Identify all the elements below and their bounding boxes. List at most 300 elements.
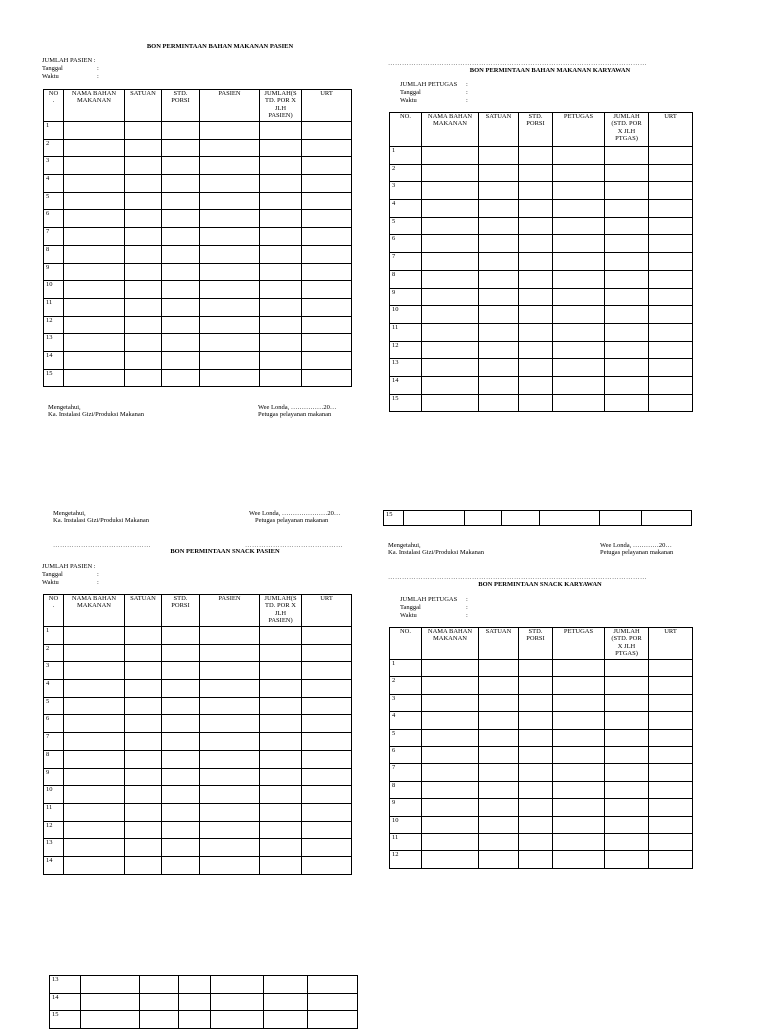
q2-row-number: 14 xyxy=(390,376,422,394)
q3-cell xyxy=(302,715,352,733)
q1-cell xyxy=(162,122,200,140)
q4-cell xyxy=(553,746,605,763)
q4-tanggal-label: Tanggal xyxy=(400,604,421,611)
q3-cell xyxy=(302,697,352,715)
q4-cell xyxy=(479,694,519,711)
q4-cell xyxy=(519,677,553,694)
q1-cell xyxy=(64,157,125,175)
q1-cell xyxy=(162,157,200,175)
q2-cell xyxy=(519,253,553,271)
q1-cell xyxy=(302,175,352,193)
q2-cell xyxy=(553,164,605,182)
q2-header-cell: NO. xyxy=(390,113,422,147)
q4-cell xyxy=(605,660,649,677)
q2-cell xyxy=(553,270,605,288)
q4-waktu-colon: : xyxy=(466,612,468,619)
q1-cell xyxy=(200,245,260,263)
q3-cell xyxy=(260,644,302,662)
q4-cell xyxy=(479,712,519,729)
q1-cell xyxy=(260,228,302,246)
q2-cell xyxy=(422,288,479,306)
q3-cell xyxy=(64,733,125,751)
q4-cell xyxy=(479,851,519,868)
q2-cell xyxy=(422,235,479,253)
q5-table xyxy=(49,975,358,1029)
q4-row15-no: 15 xyxy=(384,511,404,526)
q4-cell xyxy=(519,799,553,816)
q3-cell xyxy=(260,750,302,768)
q3-cell xyxy=(200,733,260,751)
q1-cell xyxy=(162,334,200,352)
q2-row-number: 12 xyxy=(390,341,422,359)
q4-cell xyxy=(422,816,479,833)
q5-cell xyxy=(211,1011,264,1029)
q3-cell xyxy=(200,821,260,839)
q3-cell xyxy=(125,697,162,715)
q4-cell xyxy=(479,729,519,746)
q3-cell xyxy=(125,662,162,680)
q3-cell xyxy=(200,750,260,768)
q3-cell xyxy=(260,715,302,733)
q3-cell xyxy=(162,786,200,804)
q3-cell xyxy=(64,627,125,645)
table-row xyxy=(390,270,693,288)
q2-cell xyxy=(649,359,693,377)
q4-cell xyxy=(649,781,693,798)
q5-cell xyxy=(308,976,358,994)
q4-cell xyxy=(519,660,553,677)
q1-cell xyxy=(125,228,162,246)
table-row xyxy=(44,627,352,645)
q3-cell xyxy=(302,680,352,698)
q2-cell xyxy=(553,253,605,271)
q1-cell xyxy=(302,369,352,387)
table-row xyxy=(44,210,352,228)
q3-row-number: 7 xyxy=(44,733,64,751)
q3-cell xyxy=(162,697,200,715)
q4-header-cell: NAMA BAHAN MAKANAN xyxy=(422,628,479,660)
table-row xyxy=(44,263,352,281)
q1-cell xyxy=(125,192,162,210)
q2-cell xyxy=(605,306,649,324)
q4-cell xyxy=(479,677,519,694)
table-row xyxy=(44,281,352,299)
table-row xyxy=(390,746,693,763)
q1-cell xyxy=(162,263,200,281)
q2-cell xyxy=(649,217,693,235)
q1-header-cell: PASIEN xyxy=(200,90,260,122)
q2-cell xyxy=(422,200,479,218)
q2-row-number: 6 xyxy=(390,235,422,253)
q3-row-number: 2 xyxy=(44,644,64,662)
q2-cell xyxy=(479,235,519,253)
q1-cell xyxy=(64,281,125,299)
q4-cell xyxy=(553,851,605,868)
q3-cell xyxy=(302,856,352,874)
q2-cell xyxy=(605,288,649,306)
table-row xyxy=(390,833,693,850)
table-row xyxy=(390,729,693,746)
q4-cell xyxy=(649,694,693,711)
q1-cell xyxy=(302,245,352,263)
q3-cell xyxy=(200,856,260,874)
q4-cell xyxy=(519,833,553,850)
q1-cell xyxy=(200,369,260,387)
q3-cell xyxy=(302,768,352,786)
q3-row-number: 9 xyxy=(44,768,64,786)
table-row xyxy=(390,677,693,694)
q2-cell xyxy=(649,323,693,341)
q3-cell xyxy=(162,839,200,857)
table-row xyxy=(390,306,693,324)
q4-cell xyxy=(649,799,693,816)
q3-cell xyxy=(200,715,260,733)
q3-cell xyxy=(64,856,125,874)
q4-cell xyxy=(422,694,479,711)
q3-cell xyxy=(64,644,125,662)
q2-cell xyxy=(479,376,519,394)
q1-cell xyxy=(125,298,162,316)
q1-jumlah-label: JUMLAH PASIEN : xyxy=(42,57,96,64)
q3-cell xyxy=(302,644,352,662)
q3-cell xyxy=(64,786,125,804)
q1-cell xyxy=(200,192,260,210)
q4-cell xyxy=(649,660,693,677)
q3-tanggal-label: Tanggal xyxy=(42,571,63,578)
q4-row-number: 12 xyxy=(390,851,422,868)
q5-cell xyxy=(264,1011,308,1029)
q5-cell xyxy=(81,993,140,1011)
q2-waktu-label: Waktu xyxy=(400,97,417,104)
q3-cell xyxy=(125,839,162,857)
q3-cell xyxy=(302,627,352,645)
q1-cell xyxy=(260,157,302,175)
q2-cell xyxy=(479,394,519,412)
q3-cell xyxy=(200,768,260,786)
table-row xyxy=(44,839,352,857)
q2-cell xyxy=(605,376,649,394)
q1-waktu-colon: : xyxy=(97,73,99,80)
q1-row-number: 13 xyxy=(44,334,64,352)
q1-cell xyxy=(162,281,200,299)
table-row xyxy=(390,288,693,306)
q3-cell xyxy=(162,856,200,874)
q1-cell xyxy=(125,245,162,263)
q4-cell xyxy=(649,816,693,833)
q1-title: BON PERMINTAAN BAHAN MAKANAN PASIEN xyxy=(146,43,294,50)
q1-cell xyxy=(302,316,352,334)
q1-cell xyxy=(260,316,302,334)
q2-cell xyxy=(422,376,479,394)
q3-row-number: 4 xyxy=(44,680,64,698)
q4-cell xyxy=(649,712,693,729)
q4-cell xyxy=(553,781,605,798)
q1-cell xyxy=(200,210,260,228)
q1-cell xyxy=(64,263,125,281)
q4-cell xyxy=(553,677,605,694)
q4-header-cell: PETUGAS xyxy=(553,628,605,660)
q1-cell xyxy=(162,228,200,246)
q2-cell xyxy=(649,182,693,200)
q1-cell xyxy=(200,175,260,193)
q3-dotted-right: …………………………………… xyxy=(245,542,343,549)
q4-cell xyxy=(553,694,605,711)
q3-cell xyxy=(125,680,162,698)
q4-cell xyxy=(422,746,479,763)
q2-cell xyxy=(553,394,605,412)
q4-cell xyxy=(605,799,649,816)
q4-jumlah-colon: : xyxy=(466,596,468,603)
q1-cell xyxy=(302,298,352,316)
q2-cell xyxy=(519,288,553,306)
q1-cell xyxy=(64,351,125,369)
q3-cell xyxy=(64,680,125,698)
q3-row-number: 10 xyxy=(44,786,64,804)
q3-sig-right-1: Wee Londa, …………………20… xyxy=(249,510,341,517)
table-row xyxy=(390,253,693,271)
q4-row-number: 2 xyxy=(390,677,422,694)
q2-row-number: 7 xyxy=(390,253,422,271)
q1-cell xyxy=(260,175,302,193)
q2-header-cell: URT xyxy=(649,113,693,147)
q4-cell xyxy=(605,694,649,711)
q1-cell xyxy=(125,351,162,369)
q4-cell xyxy=(605,851,649,868)
table-row xyxy=(390,182,693,200)
q4-sig-right-2: Petugas pelayanan makanan xyxy=(600,549,674,556)
q2-cell xyxy=(605,341,649,359)
q1-cell xyxy=(125,281,162,299)
q2-cell xyxy=(422,359,479,377)
q4-cell xyxy=(479,660,519,677)
q3-cell xyxy=(162,680,200,698)
q4-row-number: 9 xyxy=(390,799,422,816)
q5-cell xyxy=(81,976,140,994)
q2-cell xyxy=(422,147,479,165)
q3-cell xyxy=(64,697,125,715)
q2-cell xyxy=(553,235,605,253)
q4-cell xyxy=(649,833,693,850)
q2-cell xyxy=(605,200,649,218)
table-row xyxy=(390,660,693,677)
q3-cell xyxy=(125,627,162,645)
q2-header-cell: JUMLAH (STD. POR X JLH PTGAS) xyxy=(605,113,649,147)
table-row xyxy=(44,369,352,387)
q1-cell xyxy=(64,334,125,352)
table-row xyxy=(390,164,693,182)
q5-row-number: 13 xyxy=(50,976,81,994)
q2-tanggal-colon: : xyxy=(466,89,468,96)
q3-cell xyxy=(125,856,162,874)
q1-cell xyxy=(162,298,200,316)
q5-cell xyxy=(211,993,264,1011)
q3-cell xyxy=(64,768,125,786)
q4-cell xyxy=(553,729,605,746)
q1-cell xyxy=(162,351,200,369)
q3-cell xyxy=(200,644,260,662)
table-row xyxy=(390,799,693,816)
q1-cell xyxy=(200,263,260,281)
q4-cell xyxy=(649,677,693,694)
q4-cell xyxy=(553,833,605,850)
q1-cell xyxy=(260,139,302,157)
q1-cell xyxy=(162,316,200,334)
q1-row-number: 14 xyxy=(44,351,64,369)
q4-cell xyxy=(605,677,649,694)
q4-row-number: 3 xyxy=(390,694,422,711)
q2-row-number: 10 xyxy=(390,306,422,324)
q2-waktu-colon: : xyxy=(466,97,468,104)
table-row xyxy=(390,323,693,341)
q4-cell xyxy=(519,729,553,746)
q1-header-cell: STD. PORSI xyxy=(162,90,200,122)
q1-cell xyxy=(125,157,162,175)
q1-cell xyxy=(125,210,162,228)
q4-cell xyxy=(479,816,519,833)
q1-cell xyxy=(302,334,352,352)
q3-cell xyxy=(302,839,352,857)
q3-cell xyxy=(125,733,162,751)
q2-tanggal-label: Tanggal xyxy=(400,89,421,96)
q1-cell xyxy=(162,192,200,210)
q4-cell xyxy=(422,799,479,816)
q3-cell xyxy=(200,803,260,821)
q4-cell xyxy=(422,729,479,746)
q3-cell xyxy=(200,786,260,804)
q1-cell xyxy=(64,122,125,140)
table-row xyxy=(390,376,693,394)
q3-cell xyxy=(302,733,352,751)
q1-header-row xyxy=(44,90,352,122)
q2-cell xyxy=(649,341,693,359)
q1-cell xyxy=(302,228,352,246)
q2-row-number: 15 xyxy=(390,394,422,412)
q4-cell xyxy=(553,660,605,677)
q3-cell xyxy=(260,680,302,698)
table-row xyxy=(44,733,352,751)
table-row xyxy=(44,157,352,175)
q5-cell xyxy=(308,993,358,1011)
q3-cell xyxy=(162,627,200,645)
q3-header-cell: URT xyxy=(302,595,352,627)
q3-cell xyxy=(200,839,260,857)
q4-cell xyxy=(519,746,553,763)
q3-row-number: 5 xyxy=(44,697,64,715)
q4-row15-table xyxy=(383,510,692,526)
q4-cell xyxy=(422,833,479,850)
q2-cell xyxy=(479,341,519,359)
q2-cell xyxy=(422,253,479,271)
q1-cell xyxy=(260,351,302,369)
q4-cell xyxy=(605,781,649,798)
q2-cell xyxy=(605,235,649,253)
q4-cell xyxy=(605,833,649,850)
q3-header-cell: NO . xyxy=(44,595,64,627)
q1-cell xyxy=(200,316,260,334)
q3-cell xyxy=(260,627,302,645)
q3-cell xyxy=(125,750,162,768)
q5-cell xyxy=(179,993,211,1011)
q4-cell xyxy=(649,746,693,763)
q4-row-number: 5 xyxy=(390,729,422,746)
q2-row-number: 5 xyxy=(390,217,422,235)
q4-cell xyxy=(422,660,479,677)
q1-table xyxy=(43,89,352,387)
table-row xyxy=(44,316,352,334)
q2-cell xyxy=(649,164,693,182)
table-row xyxy=(44,803,352,821)
q3-cell xyxy=(302,786,352,804)
q2-cell xyxy=(479,182,519,200)
q1-waktu-label: Waktu xyxy=(42,73,59,80)
q5-row-number: 15 xyxy=(50,1011,81,1029)
q2-cell xyxy=(422,323,479,341)
q3-cell xyxy=(64,839,125,857)
q3-waktu-label: Waktu xyxy=(42,579,59,586)
q3-table xyxy=(43,594,352,875)
q4-cell xyxy=(553,799,605,816)
q2-jumlah-label: JUMLAH PETUGAS xyxy=(400,81,458,88)
q3-cell xyxy=(64,715,125,733)
q4-cell xyxy=(605,816,649,833)
q3-cell xyxy=(162,803,200,821)
q1-row-number: 5 xyxy=(44,192,64,210)
q4-cell xyxy=(479,799,519,816)
q3-cell xyxy=(200,680,260,698)
q1-cell xyxy=(200,281,260,299)
q1-header-cell: URT xyxy=(302,90,352,122)
q2-cell xyxy=(422,217,479,235)
table-row xyxy=(44,821,352,839)
q2-header-cell: SATUAN xyxy=(479,113,519,147)
q5-cell xyxy=(179,1011,211,1029)
q4-row-number: 1 xyxy=(390,660,422,677)
q3-row-number: 11 xyxy=(44,803,64,821)
q1-cell xyxy=(260,263,302,281)
q1-sig-left-1: Mengetahui, xyxy=(48,404,81,411)
q1-cell xyxy=(125,139,162,157)
q2-cell xyxy=(519,235,553,253)
q3-cell xyxy=(162,768,200,786)
table-row xyxy=(50,976,358,994)
q1-cell xyxy=(302,139,352,157)
q3-cell xyxy=(260,733,302,751)
q2-cell xyxy=(519,182,553,200)
q1-row-number: 8 xyxy=(44,245,64,263)
table-row xyxy=(44,192,352,210)
q3-cell xyxy=(125,803,162,821)
table-row xyxy=(44,139,352,157)
q2-row-number: 9 xyxy=(390,288,422,306)
table-row xyxy=(390,764,693,781)
q3-cell xyxy=(260,839,302,857)
q2-cell xyxy=(422,394,479,412)
q5-cell xyxy=(140,976,179,994)
q3-sig-left-2: Ka. Instalasi Gizi/Produksi Makanan xyxy=(53,517,150,524)
q4-cell xyxy=(605,746,649,763)
q4-sig-left-2: Ka. Instalasi Gizi/Produksi Makanan xyxy=(388,549,485,556)
q1-cell xyxy=(200,157,260,175)
q2-cell xyxy=(649,394,693,412)
q3-header-cell: PASIEN xyxy=(200,595,260,627)
q1-cell xyxy=(260,245,302,263)
q2-cell xyxy=(519,217,553,235)
q2-cell xyxy=(605,394,649,412)
table-row xyxy=(44,334,352,352)
q2-cell xyxy=(649,306,693,324)
q4-cell xyxy=(519,851,553,868)
q1-tanggal-label: Tanggal xyxy=(42,65,63,72)
